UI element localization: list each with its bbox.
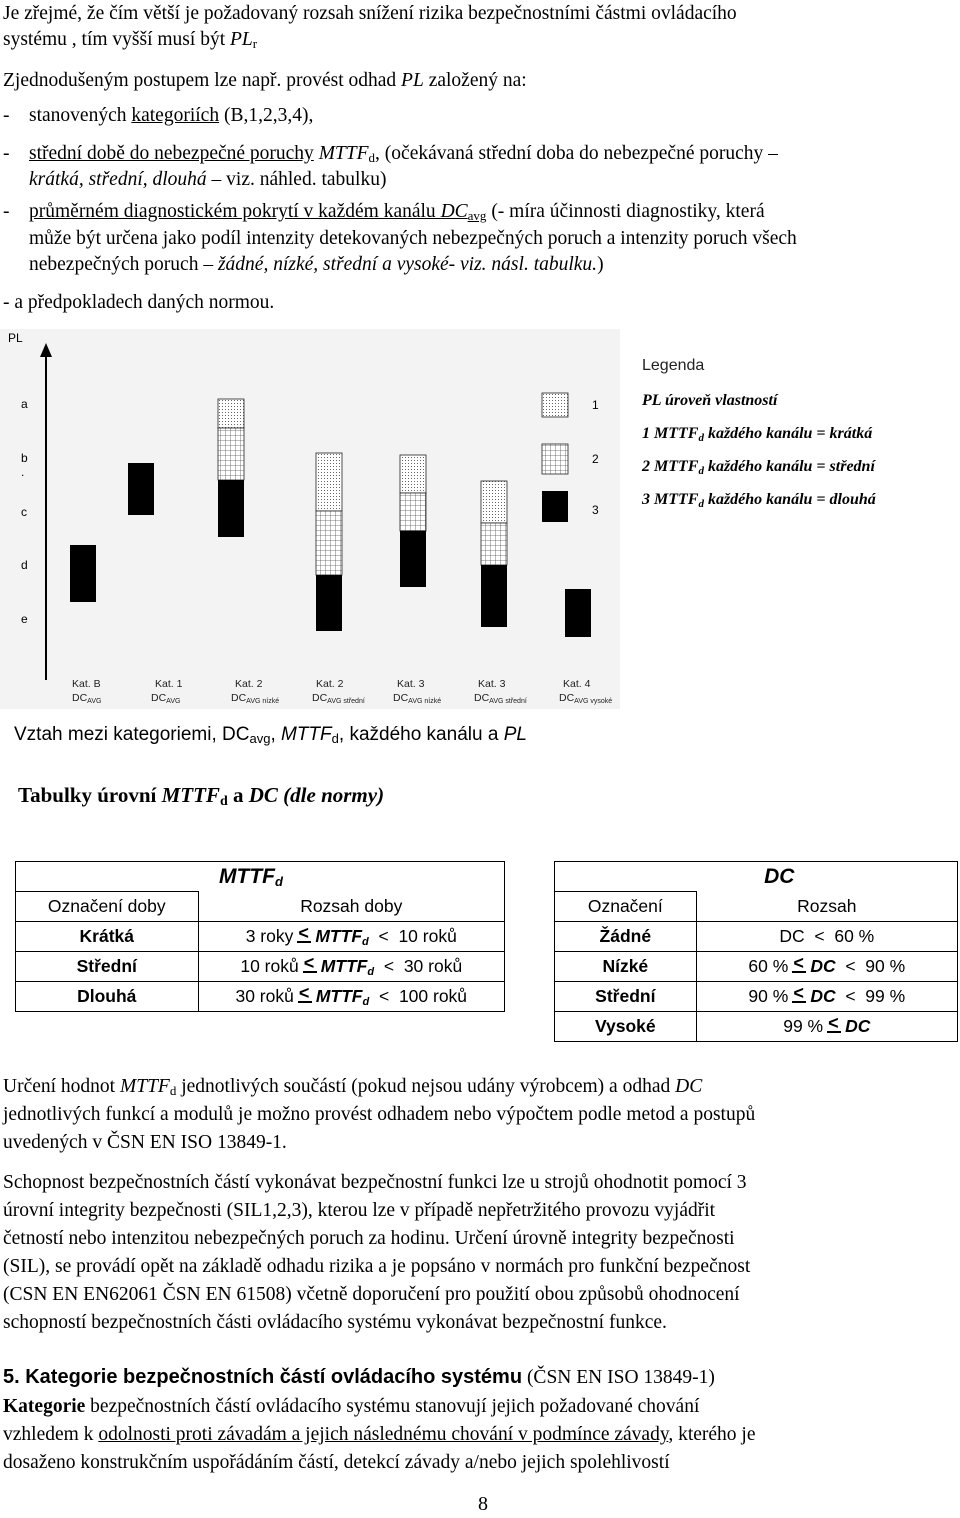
section-line-3: dosaženo konstrukčním uspořádáním částí, detekcí závady a/nebo jejich spolehlivostí: [3, 1452, 670, 1473]
para1-line-2: jednotlivých funkcí a modulů je možno provést odhadem nebo výpočtem podle metod a postupů: [3, 1104, 756, 1125]
mttf-col-header: Rozsah doby: [198, 892, 504, 922]
dc-table-title: DC: [696, 862, 957, 892]
bar-long: [565, 589, 591, 637]
level-label: d: [21, 558, 28, 572]
bar-long: [316, 575, 342, 631]
tables-heading: Tabulky úrovní $MTTF_d$ a DC (dle normy): [18, 783, 385, 809]
level-label: b: [21, 451, 28, 465]
intro-line-3: Zjednodušeným postupem lze např. provést odhad PL založený na:: [3, 70, 527, 91]
bar-long: [128, 463, 154, 515]
table-row: [555, 1012, 958, 1042]
category-label: Kat. 4: [563, 678, 591, 690]
category-dc: DCAVG: [72, 692, 102, 705]
less-equal-icon: [792, 989, 806, 1003]
bullet-mttf-line-2: krátká, střední, dlouhá – viz. náhled. tabulku): [29, 169, 387, 190]
mttf-col-header: Označení doby: [16, 892, 199, 922]
mttf-table-title: $MTTF_d$: [198, 862, 504, 892]
category-label: Kat. 3: [478, 678, 506, 690]
dc-row-name: Nízké: [555, 952, 697, 982]
category-dc: DCAVG: [151, 692, 181, 705]
figure-caption: Vztah mezi kategoriemi, $DC_{avg}$, $MTTF_d$, každého kanálu a PL: [14, 724, 527, 746]
dc-row-range: 90 %< DC < 99 %: [696, 982, 957, 1012]
para2-line-1: Schopnost bezpečnostních částí vykonávat bezpečnostní funkci lze u strojů ohodnotit pomocí 3: [3, 1172, 747, 1193]
dc-row-range: DC < 60 %: [696, 922, 957, 952]
bar-long: [70, 545, 96, 602]
less-equal-icon: [827, 1019, 841, 1033]
category-dc: DCAVG vysoké: [559, 692, 613, 705]
table-row: [16, 922, 505, 952]
table-row: [16, 982, 505, 1012]
intro-line-1: Je zřejmé, že čím větší je požadovaný rozsah snížení rizika bezpečnostními částmi ovládacího: [3, 3, 737, 24]
section-line-1: Kategorie bezpečnostních částí ovládacího systému stanovují jejich požadované chování: [3, 1396, 700, 1417]
mttf-row-range: 30 roků< $MTTF_d < 100$ roků: [198, 982, 504, 1012]
bar-short: [316, 453, 342, 511]
dc-col-header: Označení: [555, 892, 697, 922]
para2-line-3: četností nebo intenzitou nebezpečných poruch za hodinu. Určení úrovně integrity bezpečnosti: [3, 1228, 735, 1249]
para1-line-3: uvedených v ČSN EN ISO 13849-1.: [3, 1132, 287, 1153]
para2-line-5: (CSN EN EN62061 ČSN EN 61508) včetně doporučení pro použití obou způsobů ohodnocení: [3, 1284, 740, 1305]
section-line-2: vzhledem k odolnosti proti závadám a jejich následnému chování v podmínce závady, kterého je: [3, 1424, 756, 1445]
table-row: [16, 952, 505, 982]
dc-table: [554, 861, 958, 1042]
less-equal-icon: [792, 959, 806, 973]
category-label: Kat. 2: [235, 678, 263, 690]
bullet-dc-line-3: nebezpečných poruch – žádné, nízké, střední a vysoké- viz. násl. tabulku.): [29, 254, 604, 275]
legend-item-3: 3 $MTTF_d$ každého kanálu = dlouhá: [642, 491, 876, 510]
dc-row-range: 60 %< DC < 90 %: [696, 952, 957, 982]
table-row: [555, 982, 958, 1012]
less-equal-icon: [298, 989, 312, 1003]
legend-item-1: 1 $MTTF_d$ každého kanálu = krátká: [642, 425, 873, 444]
less-equal-icon: [303, 959, 317, 973]
mttf-row-name: Dlouhá: [16, 982, 199, 1012]
category-label: Kat. 1: [155, 678, 183, 690]
para2-line-4: (SIL), se provádí opět na základě odhadu rizika a je popsáno v normách pro funkční bezpečnost: [3, 1256, 751, 1277]
bar-medium: [400, 493, 426, 531]
y-axis-title: PL: [8, 331, 23, 345]
dc-row-range: 99 %< DC: [696, 1012, 957, 1042]
bar-long: [400, 531, 426, 587]
mttf-row-name: Střední: [16, 952, 199, 982]
bar-short: [400, 455, 426, 493]
bar-medium: [481, 523, 507, 565]
bullet-categories: - stanovených kategoriích (B,1,2,3,4),: [3, 105, 314, 126]
mttf-row-name: Krátká: [16, 922, 199, 952]
para1-line-1: Určení hodnot $MTTF_d$ jednotlivých součástí (pokud nejsou udány výrobcem) a odhad DC: [3, 1076, 703, 1098]
dc-col-header: Rozsah: [696, 892, 957, 922]
legend-pl: PL úroveň vlastností: [642, 392, 778, 409]
table-row: [555, 952, 958, 982]
dc-row-name: Žádné: [555, 922, 697, 952]
bar-medium: [218, 428, 244, 480]
dc-row-name: Střední: [555, 982, 697, 1012]
intro-line-2: systému , tím vyšší musí být $PL_r$: [3, 29, 258, 51]
swatch-label: 2: [592, 452, 599, 466]
level-label: c: [21, 505, 27, 519]
category-label: Kat. B: [72, 678, 101, 690]
legend-title: Legenda: [642, 357, 705, 374]
table-row: [555, 922, 958, 952]
legend-swatch-short: [542, 393, 568, 417]
mttf-table-corner: [16, 862, 199, 892]
para2-line-2: úrovní integrity bezpečnosti (SIL1,2,3), kterou lze v případě nepřetržitého provozu vyjádřit: [3, 1200, 716, 1221]
diagram-background: [0, 329, 620, 709]
dc-row-name: Vysoké: [555, 1012, 697, 1042]
bar-long: [218, 480, 244, 537]
bullet-assumptions: - a předpokladech daných normou.: [3, 292, 275, 313]
category-label: Kat. 2: [316, 678, 344, 690]
level-label: a: [21, 397, 28, 411]
legend-item-2: 2 $MTTF_d$ každého kanálu = střední: [642, 458, 875, 477]
dc-table-corner: [555, 862, 697, 892]
level-label: e: [21, 612, 28, 626]
category-dc: DCAVG střední: [312, 692, 365, 705]
bullet-mttf: - střední době do nebezpečné poruchy $MTTF_d$, (očekávaná střední doba do nebezpečné poruchy –: [3, 143, 778, 165]
bullet-dc: - průměrném diagnostickém pokrytí v každém kanálu $DC_{avg}$ (- míra účinnosti diagnostiky, která: [3, 201, 765, 223]
section-heading: 5. Kategorie bezpečnostních částí ovládacího systému (ČSN EN ISO 13849-1): [3, 1366, 715, 1388]
bar-short: [218, 399, 244, 428]
swatch-label: 3: [592, 503, 599, 517]
para2-line-6: schopností bezpečnostních části ovládacího systému vykonávat bezpečnostní funkce.: [3, 1312, 667, 1333]
legend-swatch-medium: [542, 444, 568, 474]
bar-short: [481, 481, 507, 523]
category-dc: DCAVG nízké: [393, 692, 442, 705]
bar-long: [481, 565, 507, 627]
mttf-row-range: 10 roků< $MTTF_d < 30$ roků: [198, 952, 504, 982]
legend-swatch-long: [542, 491, 568, 522]
category-dc: DCAVG nízké: [231, 692, 280, 705]
page-number: 8: [478, 1493, 488, 1515]
level-tick: .: [21, 465, 25, 479]
mttf-row-range: 3 roky< $MTTF_d < 10$ roků: [198, 922, 504, 952]
pl-category-diagram: [0, 325, 960, 715]
less-equal-icon: [297, 929, 311, 943]
category-dc: DCAVG střední: [474, 692, 527, 705]
mttf-table: [15, 861, 505, 1012]
bullet-dc-line-2: může být určena jako podíl intenzity detekovaných nebezpečných poruch a intenzity poruch všech: [29, 228, 797, 249]
bar-medium: [316, 511, 342, 575]
swatch-label: 1: [592, 398, 599, 412]
category-label: Kat. 3: [397, 678, 425, 690]
